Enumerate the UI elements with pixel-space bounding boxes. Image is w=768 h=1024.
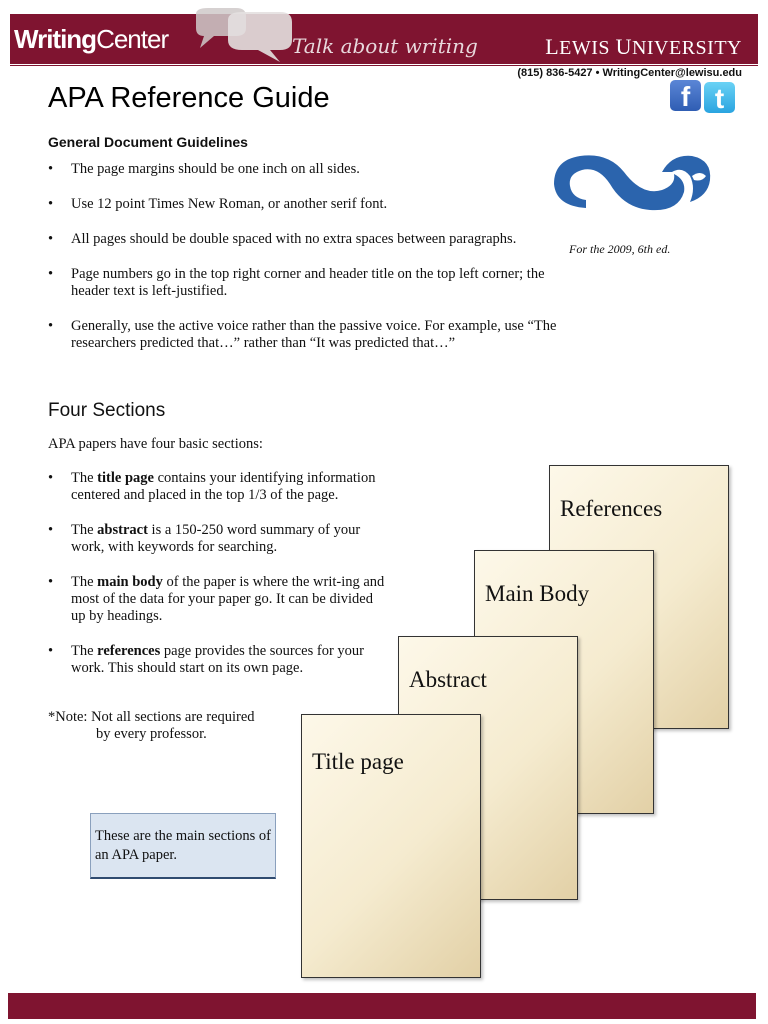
list-item: • The title page contains your identifying information centered and placed in the top 1/3 of the page. (48, 470, 388, 504)
references-card: References (549, 465, 729, 729)
footer-bar (8, 993, 756, 1019)
four-sections-list (48, 470, 388, 695)
speech-bubbles-icon (188, 6, 298, 64)
page-title: APA Reference Guide (48, 82, 330, 114)
list-item: • The abstract is a 150-250 word summary of your work, with keywords for searching. (48, 522, 388, 556)
list-item: • Use 12 point Times New Roman, or another serif font. (48, 196, 578, 213)
list-item: • The main body of the paper is where the writ-ing and most of the data for your paper go. It can be divided up by headings. (48, 574, 388, 625)
contact-info: (815) 836-5427 • WritingCenter@lewisu.edu (517, 67, 742, 79)
four-sections-intro: APA papers have four basic sections: (48, 436, 263, 452)
list-item: • Page numbers go in the top right corner and header title on the top left corner; the header text is left-justified. (48, 266, 578, 300)
brand-bold: Writing (14, 24, 97, 54)
apa-swirl-logo-icon (550, 150, 715, 222)
list-item: • All pages should be double spaced with no extra spaces between paragraphs. (48, 231, 578, 248)
brand-rest: Center (96, 24, 169, 54)
note: *Note: Not all sections are required by every professor. (48, 709, 255, 742)
facebook-icon[interactable]: f (670, 80, 701, 111)
edition-caption: For the 2009, 6th ed. (569, 242, 671, 256)
list-item: • The page margins should be one inch on all sides. (48, 161, 578, 178)
abstract-card: Abstract (398, 636, 578, 900)
callout-box: These are the main sections of an APA paper. (90, 813, 276, 879)
general-guidelines-list (48, 161, 578, 370)
header-underline (10, 65, 758, 66)
general-guidelines-heading: General Document Guidelines (48, 134, 248, 150)
list-item: • Generally, use the active voice rather than the passive voice. For example, use “The researchers predicted that…” rather than “It was predicted that…” (48, 318, 578, 352)
writing-center-logo (14, 24, 168, 55)
four-sections-heading: Four Sections (48, 400, 166, 421)
lewis-university-logo: LEWIS UNIVERSITY (545, 34, 742, 59)
main-body-card: Main Body (474, 550, 654, 814)
list-item: • The references page provides the sources for your work. This should start on its own page. (48, 643, 388, 677)
twitter-icon[interactable]: t (704, 82, 735, 113)
tagline: Talk about writing (292, 34, 478, 58)
title-page-card: Title page (301, 714, 481, 978)
